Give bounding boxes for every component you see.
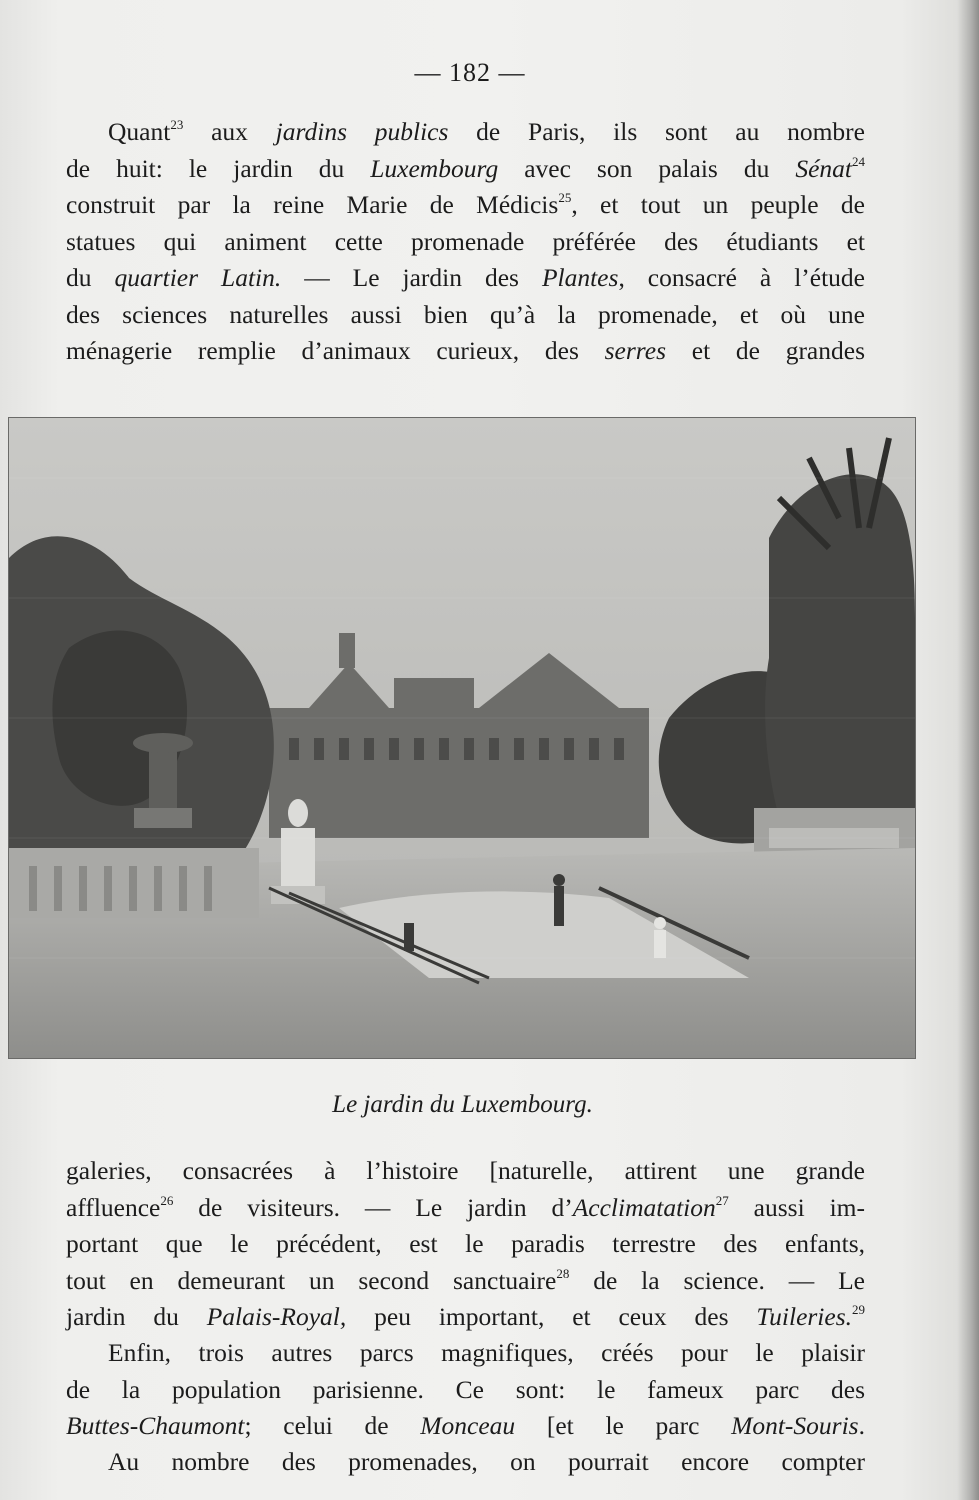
text-line <box>66 1408 865 1445</box>
text-line <box>66 1335 865 1372</box>
text-line <box>66 260 865 297</box>
italic-run: quartier Latin. <box>114 263 282 292</box>
italic-run: Tuileries. <box>756 1302 853 1331</box>
page-spine-shadow <box>957 0 979 1500</box>
text-run: Au nombre des promenades, on pourrait encore compter <box>108 1447 865 1476</box>
footnote-ref: 23 <box>170 117 184 132</box>
text-line <box>66 1190 865 1227</box>
italic-run: Luxembourg <box>370 153 499 183</box>
footnote-ref: 28 <box>556 1265 570 1281</box>
text-run: peu important, et ceux des <box>346 1302 757 1331</box>
photograph-luxembourg-garden <box>8 417 916 1059</box>
text-run: Quant <box>108 117 171 146</box>
text-run: du <box>66 263 115 292</box>
text-run: . <box>858 1411 865 1440</box>
text-run: de huit: le jardin du <box>66 153 371 183</box>
paragraph-3 <box>66 1335 865 1445</box>
text-run: des sciences naturelles aussi bien qu’à la promenade, et où une <box>66 299 865 329</box>
text-line <box>66 151 865 188</box>
footnote-ref: 24 <box>852 153 865 169</box>
text-run: galeries, consacrées à l’histoire [naturelle, attirent une grande <box>66 1156 865 1185</box>
text-line <box>66 1299 865 1336</box>
italic-run: Palais-Royal, <box>206 1302 347 1331</box>
photograph-icon <box>9 418 915 1058</box>
text-line <box>66 333 865 370</box>
footnote-ref: 29 <box>852 1302 866 1317</box>
italic-run: Monceau <box>420 1411 516 1440</box>
text-run: de la science. — Le <box>569 1265 865 1295</box>
text-line <box>66 297 865 334</box>
text-run: statues qui animent cette promenade préférée des étudiants et <box>66 226 865 256</box>
text-line <box>66 114 865 151</box>
text-line <box>66 1372 865 1409</box>
text-run: aux <box>183 117 276 146</box>
text-run: , et tout un peuple de <box>571 190 865 219</box>
text-line <box>66 1263 865 1300</box>
text-line <box>66 1226 865 1263</box>
italic-run: Acclimatation <box>572 1192 716 1222</box>
text-run: — Le jardin des <box>281 263 542 292</box>
italic-run: Mont-Souris <box>731 1411 859 1440</box>
paragraph-4 <box>66 1444 865 1481</box>
text-run: portant que le précédent, est le paradis terrestre des enfants, <box>66 1229 865 1258</box>
text-run: construit par la reine Marie de Médicis <box>66 190 559 219</box>
page-number: — 182 — <box>414 58 526 87</box>
text-run: ; celui de <box>244 1411 421 1440</box>
footnote-ref: 27 <box>715 1192 729 1208</box>
photo-caption: Le jardin du Luxembourg. <box>332 1091 593 1118</box>
text-run: [et le parc <box>515 1411 732 1440</box>
text-run: de Paris, ils sont au nombre <box>448 117 865 146</box>
text-line <box>66 187 865 224</box>
italic-run: Plantes <box>541 263 619 292</box>
italic-run: Buttes-Chaumont <box>66 1411 245 1440</box>
figure <box>554 886 564 926</box>
text-run: Enfin, trois autres parcs magnifiques, créés pour le plaisir <box>108 1338 865 1367</box>
italic-run: jardins publics <box>275 117 449 146</box>
text-line <box>66 1444 865 1481</box>
footnote-ref: 26 <box>160 1192 174 1208</box>
text-run: de la population parisienne. Ce sont: le fameux parc des <box>66 1374 865 1404</box>
footnote-ref: 25 <box>558 190 572 205</box>
text-run: et de grandes <box>666 336 865 365</box>
text-line <box>66 224 865 261</box>
text-run: de visiteurs. — Le jardin d’ <box>173 1192 573 1222</box>
text-run: jardin du <box>66 1302 207 1331</box>
text-run: avec son palais du <box>498 153 796 183</box>
paragraph-2 <box>66 1153 865 1336</box>
text-line <box>66 1153 865 1190</box>
paragraph-1 <box>66 114 865 370</box>
text-run: affluence <box>66 1192 161 1222</box>
text-run: tout en demeurant un second sanctuaire <box>66 1265 557 1295</box>
italic-run: serres <box>604 336 667 365</box>
text-run: ménagerie remplie d’animaux curieux, des <box>66 336 605 365</box>
text-run: , consacré à l’étude <box>618 263 866 292</box>
italic-run: Sénat <box>795 153 852 183</box>
text-run: aussi im- <box>728 1192 865 1222</box>
